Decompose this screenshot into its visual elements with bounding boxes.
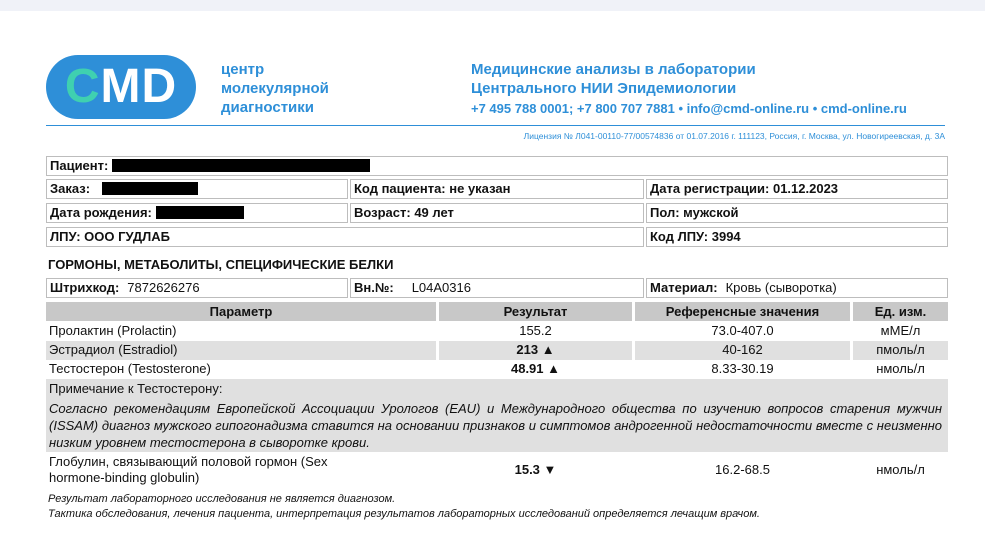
result-cell: 213 ▲ [439,341,632,360]
patient-row [46,156,948,176]
header-divider [46,125,945,126]
note-text: Согласно рекомендациям Европейской Ассоциации Урологов (EAU) и Международного общества по изучению вопросов старения мужчин (ISSAM) диагноз мужского гипогонадизма ставится на основании признаков и симптомов андрогенной недостаточности вместе с неизменно низким уровнем тестостерона в сыворотке крови. [49,401,942,450]
redaction [102,182,198,195]
age: Возраст: 49 лет [350,203,644,223]
col-header-unit: Ед. изм. [853,302,948,321]
result-cell: 48.91 ▲ [510,361,560,376]
param-cell: Глобулин, связывающий половой гормон (Sex hormone-binding globulin) [49,454,328,485]
barcode-value: 7872626276 [127,280,200,295]
testosterone-note [46,379,948,452]
redaction [156,206,244,219]
birth-label: Дата рождения: [50,205,152,220]
birth-cell [46,203,348,223]
unit-cell: пмоль/л [853,341,948,360]
lpu-code: Код ЛПУ: 3994 [646,227,948,247]
unit-cell: нмоль/л [876,462,925,477]
contacts: +7 495 788 0001; +7 800 707 7881 • info@cmd-online.ru • cmd-online.ru [471,101,907,116]
col-header-reference: Референсные значения [635,302,850,321]
material-cell [646,278,948,298]
patient-code: Код пациента: не указан [350,179,644,199]
patient-label: Пациент: [50,158,109,173]
barcode-cell [46,278,348,298]
top-strip [0,0,985,11]
unit-cell: мМЕ/л [880,323,921,338]
sex: Пол: мужской [646,203,948,223]
col-header-parameter: Параметр [46,302,436,321]
reference-cell: 16.2-68.5 [715,462,770,477]
param-cell: Эстрадиол (Estradiol) [46,341,436,360]
reference-cell: 40-162 [635,341,850,360]
note-heading: Примечание к Тестостерону: [49,381,223,396]
table-row [46,360,948,379]
internal-number-cell [350,278,644,298]
center-name-line: молекулярной [221,80,329,97]
internal-number-label: Вн.№: [354,280,394,295]
cmd-logo: CMD [46,55,196,119]
lab-title [471,60,756,98]
barcode-label: Штрихкод: [50,280,120,295]
material-value: Кровь (сыворотка) [725,280,837,295]
reference-cell: 73.0-407.0 [711,323,774,338]
order-cell [46,179,348,199]
lab-title-line: Центрального НИИ Эпидемиологии [471,80,737,97]
section-title: ГОРМОНЫ, МЕТАБОЛИТЫ, СПЕЦИФИЧЕСКИЕ БЕЛКИ [48,257,394,272]
result-cell: 155.2 [519,323,552,338]
reference-cell: 8.33-30.19 [711,361,774,376]
lpu: ЛПУ: ООО ГУДЛАБ [46,227,644,247]
footer-disclaimer: Результат лабораторного исследования не является диагнозом. [48,493,396,505]
material-label: Материал: [650,280,718,295]
center-name-line: диагностики [221,99,314,116]
redaction [112,159,370,172]
table-row [46,341,948,360]
footer-disclaimer: Тактика обследования, лечения пациента, интерпретация результатов лабораторных исследований определяется лечащим врачом. [48,508,760,520]
order-label: Заказ: [50,181,91,196]
col-header-result: Результат [439,302,632,321]
lab-title-line: Медицинские анализы в лаборатории [471,61,756,78]
table-row [46,322,948,341]
table-row [46,454,948,488]
license-text: Лицензия № Л041-00110-77/00574836 от 01.07.2016 г. 111123, Россия, г. Москва, ул. Новогиреевская, д. 3А [523,131,945,141]
result-cell: 15.3 ▼ [514,462,557,477]
center-name-line: центр [221,61,265,78]
center-name [221,60,329,117]
registration-date: Дата регистрации: 01.12.2023 [646,179,948,199]
param-cell: Тестостерон (Testosterone) [49,361,211,376]
internal-number-value: L04A0316 [411,280,471,295]
unit-cell: нмоль/л [876,361,925,376]
param-cell: Пролактин (Prolactin) [49,323,177,338]
